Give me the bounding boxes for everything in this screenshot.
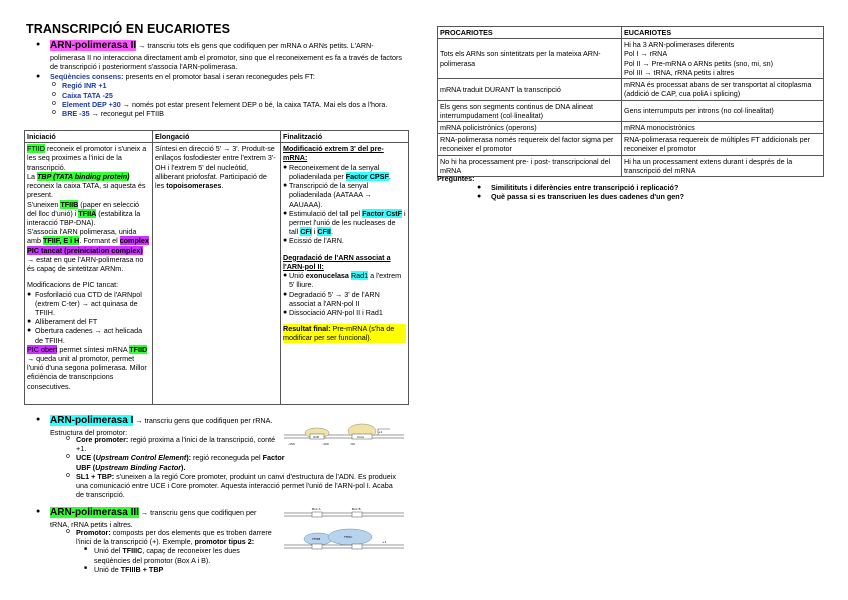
compare-cell: Gens interrumputs per introns (no col·linealitat) bbox=[622, 100, 824, 121]
elo-end: . bbox=[221, 181, 224, 191]
result-label: Resultat final: bbox=[283, 324, 331, 334]
pol3-promoter-diagram bbox=[282, 505, 406, 555]
tfiiic-label: TFIIIC bbox=[344, 535, 353, 539]
seq-bullet bbox=[36, 72, 406, 118]
pol3-subitem bbox=[84, 546, 276, 564]
compare-cell: mRNA policistrònics (operons) bbox=[438, 121, 622, 133]
pol1-item bbox=[66, 453, 286, 471]
compare-cell: mRNA monocistrònics bbox=[622, 121, 824, 133]
mods-list bbox=[27, 290, 150, 345]
boxa-label: Box A bbox=[312, 507, 321, 511]
ini-text: La bbox=[27, 171, 37, 181]
core-label: Core bbox=[357, 435, 364, 439]
hl-cpsf: Factor CPSF bbox=[345, 171, 389, 181]
seq-label: Element DEP +30 bbox=[62, 99, 121, 109]
seq-item bbox=[52, 100, 406, 109]
seq-item bbox=[52, 81, 406, 90]
pol3-subitem bbox=[84, 565, 276, 574]
pol2-steps-table bbox=[24, 130, 409, 405]
plus1-label: +1 bbox=[382, 540, 387, 544]
pol2-name: ARN-polimerasa II bbox=[50, 40, 137, 51]
tick-label: -100 bbox=[322, 442, 329, 446]
elo-bold: topoisomerases bbox=[166, 181, 222, 191]
ini-text: S'associa l'ARN polimerasa, unida amb bbox=[27, 227, 137, 246]
boxb-label: Box B bbox=[352, 507, 361, 511]
seq-label: Caixa TATA -25 bbox=[62, 90, 113, 100]
compare-row bbox=[438, 134, 824, 155]
mod-item: ● Alliberament del FT bbox=[27, 317, 150, 326]
pol3-sub-bold: TFIIIB + TBP bbox=[120, 564, 164, 574]
fin-item: ● Ecissió de l'ARN. bbox=[283, 236, 406, 245]
pol1-item-bold: ). bbox=[181, 462, 186, 472]
compare-cell: mRNA és processat abans de ser transportat al citoplasma (addició de CAP, cua poliA i splicing) bbox=[622, 79, 824, 100]
pol3-item bbox=[66, 528, 276, 546]
seq-desc: presents en el promotor basal i seran reconegudes pels FT: bbox=[123, 72, 315, 82]
compare-cell: No hi ha processament pre- i post- transcripcional del mRNA bbox=[438, 155, 622, 176]
pol2-bullet bbox=[36, 40, 406, 71]
tick-label: -150 bbox=[288, 442, 295, 446]
boxa-top bbox=[312, 512, 322, 517]
fin-item bbox=[283, 271, 406, 289]
pol3-name: ARN-polimerasa III bbox=[50, 507, 139, 518]
compare-cell: Els gens son segments continus de DNA alineat interrumpudament (col·linealitat) bbox=[438, 100, 622, 121]
ini-text: (estabilitza la interacció TBP-DNA). bbox=[27, 208, 141, 227]
hl-pic-obert: PIC obert bbox=[27, 344, 58, 354]
col-header: Elongació bbox=[153, 131, 281, 143]
pol1-item-italic: Upstream Control Element bbox=[95, 453, 187, 463]
pol1-item bbox=[66, 435, 286, 453]
col-header: Finalització bbox=[281, 131, 409, 143]
seq-label: Regió INR +1 bbox=[62, 81, 107, 91]
pol1-bullet bbox=[36, 415, 276, 437]
hl-tfiif: TFIIF, E i H bbox=[42, 236, 80, 246]
ini-text: . Formant el bbox=[79, 236, 120, 246]
ini-text: reconeix la caixa TATA, si aquesta és present. bbox=[27, 181, 146, 200]
col-header: Iniciació bbox=[25, 131, 153, 143]
compare-row bbox=[438, 79, 824, 100]
hl-ftiid: FTIID bbox=[27, 144, 45, 154]
compare-header: PROCARIOTES bbox=[438, 27, 622, 39]
tfiiib-label: TFIIIB bbox=[312, 537, 321, 541]
boxa-bottom bbox=[312, 544, 322, 549]
pol3-list bbox=[66, 528, 276, 574]
compare-row bbox=[438, 39, 824, 79]
pol1-promoter-diagram bbox=[282, 413, 406, 453]
fin-text: i permet l'unió de les nucleases de tall bbox=[289, 208, 406, 237]
pol1-item-bold: UCE ( bbox=[76, 453, 96, 463]
pol1-item-text: regió reconeguda pel bbox=[191, 453, 263, 463]
hl-tbp: TBP (TATA binding protein) bbox=[37, 171, 130, 181]
hl-cstf: Factor CstF bbox=[362, 208, 403, 218]
seq-text: → només pot estar present l'element DEP o bé, la caixa TATA. Mai els dos a l'hora. bbox=[120, 99, 388, 109]
pol3-prom-text: composts per dos elements que es troben darrere l'inici de la transcripció (+). Exemple, bbox=[76, 528, 272, 547]
fin-cell bbox=[281, 143, 409, 405]
compare-header: EUCARIOTES bbox=[622, 27, 824, 39]
fin-h1: Modificació extrem 3' del pre-mRNA: bbox=[283, 144, 384, 163]
compare-cell: Hi ha un processament extens durant i després de la transcripció del mRNA bbox=[622, 155, 824, 176]
hl-tfiid: TFIID bbox=[129, 344, 148, 354]
pol3-sub-bold: TFIIIC bbox=[122, 546, 143, 556]
compare-table bbox=[437, 26, 824, 177]
pol3-desc: → transcriu gens que codifiquen per tRNA, rRNA petits i altres. bbox=[50, 508, 257, 529]
boxb-bottom bbox=[352, 544, 362, 549]
fin-text: Estimulació del tall pel bbox=[289, 208, 363, 218]
elo-text: Síntesi en direcció 5' → 3'. Produït-se enllaços fosfodiester entre l'extrem 3'-OH i l'extrem 5' del nucleòtid, alliberant priofosfat. Participació de les bbox=[155, 144, 276, 191]
hl-tfiia: TFIIA bbox=[78, 208, 97, 218]
pol3-prom-end: : bbox=[251, 537, 255, 547]
compare-cell: RNA-polimerasa requereix de múltiples FT addicionals per reconeixer el promotor bbox=[622, 134, 824, 155]
fin-bold: exonucelasa bbox=[305, 271, 349, 281]
ini-text: S'uneixen bbox=[27, 199, 61, 209]
pol1-item-bold: SL1 + TBP: bbox=[76, 471, 115, 481]
compare-cell: RNA-polimerasa només requereix del factor sigma per reconeixer el promotor bbox=[438, 134, 622, 155]
boxb-top bbox=[352, 512, 362, 517]
seq-label: BRE -35 bbox=[62, 109, 90, 119]
elo-cell bbox=[153, 143, 281, 405]
question-item: ● Què passa si es transcriuen les dues cadenes d'un gen? bbox=[477, 192, 817, 201]
uce-label: UCE bbox=[313, 435, 320, 439]
pol1-item-italic: Upstream Binding Factor bbox=[95, 462, 182, 472]
mods-title: Modificacions de PIC tancat: bbox=[27, 280, 119, 290]
compare-row bbox=[438, 100, 824, 121]
pol1-item-bold: Factor UBF ( bbox=[76, 453, 285, 472]
seq-title: Seqüències consens: bbox=[50, 72, 124, 82]
fin-text: Unió bbox=[289, 271, 306, 281]
result-text: Pre-mRNA (s'ha de modificar per ser funcional). bbox=[283, 324, 395, 343]
ini-text: → queda unit al promotor, permet l'unió d'una segona polimerasa. Millor eficiència de transcripcions consecutives. bbox=[27, 354, 147, 391]
fin-list1 bbox=[283, 163, 406, 246]
seq-item bbox=[52, 91, 406, 100]
ini-text: reconeix el promotor i s'uneix a les seq proximes a l'inici de la transcripció. bbox=[27, 144, 147, 172]
pol1-item-text: regió proxima a l'inici de la transcripció, conté +1. bbox=[76, 435, 276, 454]
compare-cell: Tots els ARNs son sintetitzats per la mateixa ARN-polimerasa bbox=[438, 39, 622, 79]
pol1-item-bold: ): bbox=[186, 453, 192, 463]
fin-text: a l'extrem 5' lliure. bbox=[289, 271, 402, 290]
questions-title: Preguntes: bbox=[437, 174, 475, 183]
ini-text: (paper en selecció del lloc d'unió) i bbox=[27, 199, 140, 218]
ini-text: → estat en que l'ARN-polimerasa no és capaç de sintetitzar ARNm. bbox=[27, 254, 144, 274]
questions-section bbox=[437, 174, 817, 202]
hl-cfii: CFII bbox=[317, 227, 331, 237]
fin-h2: Degradació de l'ARN associat a l'ARN-pol II: bbox=[283, 252, 391, 271]
fin-item: ● Degradació 5' → 3' de l'ARN associat a l'ARN-pol II bbox=[283, 290, 406, 308]
fin-item: ● Transcripció de la senyal poliadenilada (AATAAA → AAUAAA). bbox=[283, 181, 406, 209]
seq-list bbox=[52, 81, 406, 118]
pol3-section bbox=[36, 507, 276, 529]
hl-tfiib: TFIIB bbox=[60, 199, 79, 209]
pol1-section bbox=[36, 415, 276, 437]
mod-item: ● Fosforilació cua CTD de l'ARNpol (extrem C-ter) → act quinasa de TFIIH. bbox=[27, 290, 150, 318]
pol3-prom-bold2: promotor tipus 2 bbox=[194, 537, 252, 547]
pol3-sublist bbox=[84, 546, 276, 574]
seq-text: → reconegut pel FTIIB bbox=[89, 109, 164, 119]
fin-result bbox=[283, 324, 406, 342]
hl-rad1: Rad1 bbox=[350, 271, 369, 281]
pol3-bullet bbox=[36, 507, 276, 529]
pol1-item-text: s'uneixen a la regió Core promoter, produint un canvi d'estructura de l'ADN. Es produeix una comunicació entre UCE i Core promoter. Aquesta interacció permet l'unió de l'ARN-pol I. Acaba de transcripció. bbox=[76, 471, 396, 500]
pol1-name: ARN-polimerasa I bbox=[50, 415, 134, 426]
fin-item: ● Estimulació del tall pel Factor CstF i permet l'unió de les nucleases de tall CFI i CFII. bbox=[283, 209, 406, 237]
mod-item: ● Obertura cadenes → act helicada de TFIIH. bbox=[27, 326, 150, 344]
compare-cell: mRNA traduit DURANT la transcripció bbox=[438, 79, 622, 100]
questions-list bbox=[477, 183, 817, 201]
pol3-sub-text: Unió de bbox=[94, 564, 121, 574]
ini-text: permet síntesi mRNA bbox=[57, 344, 130, 354]
pol1-item-bold: Core promoter: bbox=[76, 435, 129, 444]
ini-cell bbox=[25, 143, 153, 405]
fin-text: . bbox=[388, 171, 391, 181]
pol1-item bbox=[66, 472, 396, 500]
compare-cell: Hi ha 3 ARN-polimerases diferents Pol I → rRNA Pol II → Pre-mRNA o ARNs petits (sno, mi, sn) Pol III → tRNA, rRNA petits i altres bbox=[622, 39, 824, 79]
compare-row bbox=[438, 121, 824, 133]
plus1-label: +1 bbox=[378, 430, 383, 434]
fin-item: ● Dissociació ARN-pol II i Rad1 bbox=[283, 308, 406, 317]
seq-item bbox=[52, 109, 406, 118]
pol3-sub-end: , capaç de reconeixer les dues seqüències del promotor (Box A i B). bbox=[94, 546, 240, 565]
pol2-desc: → transcriu tots els gens que codifiquen per mRNA o ARNs petits. L'ARN-polimerasa II no interacciona directament amb el promotor, sino que el reconeixement es fa a través de factors de transcripció i posteriorment s'associa l'ARN-polimerasa. bbox=[50, 41, 402, 72]
fin-text: Reconeixement de la senyal poliadenilada per bbox=[289, 162, 380, 181]
tick-label: -50 bbox=[350, 442, 355, 446]
pol2-section bbox=[36, 40, 406, 118]
pol3-sub-text: Unió del bbox=[94, 546, 123, 556]
page-title: TRANSCRIPCIÓ EN EUCARIOTES bbox=[26, 22, 231, 36]
hl-cfi: CFI bbox=[300, 227, 312, 237]
fin-item bbox=[283, 163, 406, 181]
hl-pic-tancat: complex PIC tancat (preiniciation complex) bbox=[27, 236, 149, 255]
pol3-prom-bold: Promotor: bbox=[76, 528, 111, 537]
fin-list2 bbox=[283, 271, 406, 317]
question-item: ● Similitituts i diferències entre transcripció i replicació? bbox=[477, 183, 817, 192]
pol1-desc: → transcriu gens que codifiquen per rRNA. Estructura del promotor: bbox=[50, 416, 273, 437]
